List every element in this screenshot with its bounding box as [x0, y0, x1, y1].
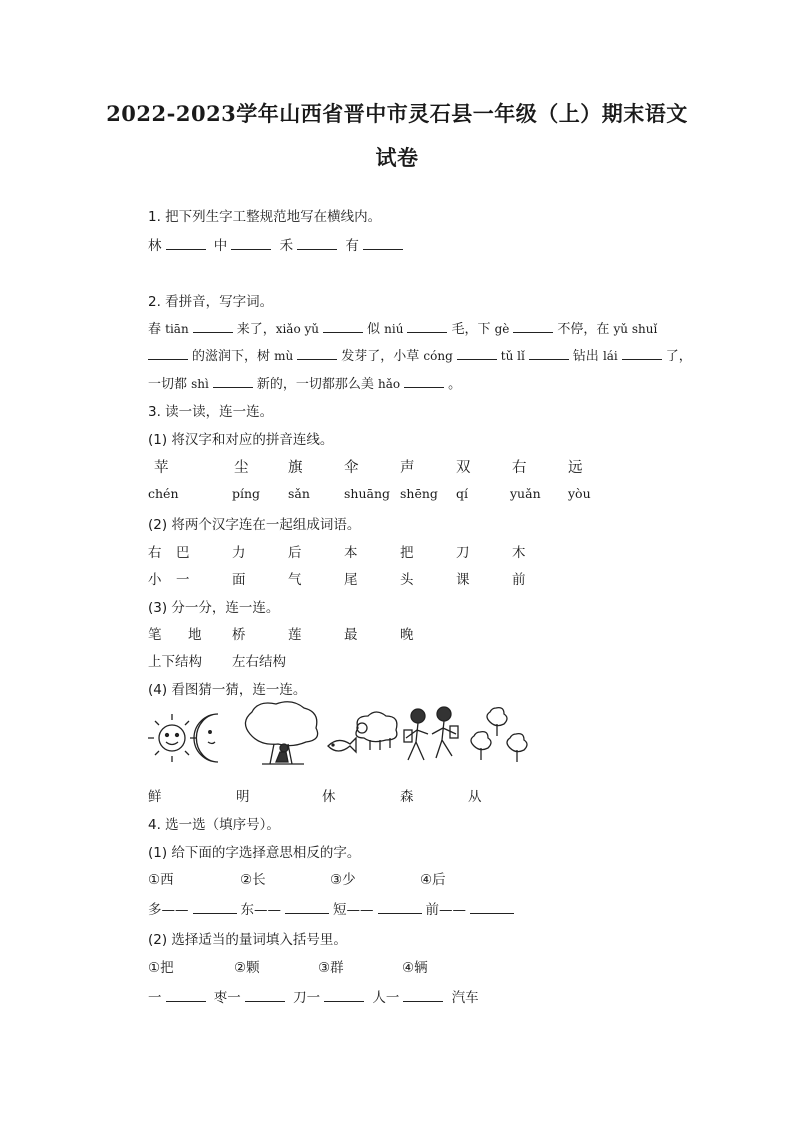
word-char[interactable]: 本 [344, 545, 358, 561]
q4-part2-prompt: (2) 选择适当的量词填入括号里。 [148, 932, 347, 948]
answer-blank[interactable] [404, 386, 444, 388]
answer-blank[interactable] [622, 358, 662, 360]
word-char[interactable]: 面 [232, 572, 246, 588]
structure-char[interactable]: 笔 [148, 627, 162, 643]
match-char[interactable]: 右 [512, 460, 527, 476]
answer-blank[interactable] [166, 1000, 206, 1002]
option: ②颗 [234, 960, 260, 976]
picture-char[interactable]: 鲜 [148, 789, 162, 805]
q2-text: 来了， [236, 322, 276, 337]
two-children-picture[interactable] [400, 704, 470, 770]
exam-title-line2: 试卷 [375, 145, 419, 170]
three-trees-picture[interactable] [470, 704, 534, 766]
q2-pinyin: niú [384, 322, 404, 336]
answer-blank[interactable] [378, 912, 422, 914]
option: ③群 [318, 960, 344, 976]
word-char[interactable]: 巴 [176, 545, 190, 561]
q4-part2-line [148, 986, 479, 1006]
match-pinyin[interactable]: chén [148, 486, 179, 501]
match-pinyin[interactable]: sǎn [288, 486, 310, 501]
word-char[interactable]: 课 [456, 572, 470, 588]
match-char[interactable]: 声 [400, 460, 415, 476]
word-char[interactable]: 头 [400, 572, 414, 588]
q2-text: 钻出 [572, 349, 603, 364]
answer-blank[interactable] [297, 358, 337, 360]
word-char[interactable]: 力 [232, 545, 246, 561]
picture-char[interactable]: 明 [236, 789, 250, 805]
fish-sheep-picture[interactable] [324, 706, 402, 764]
answer-blank[interactable] [513, 331, 553, 333]
q2-pinyin: yǔ shuǐ [613, 322, 658, 336]
q4-prompt: 4. 选一选（填序号）。 [148, 817, 280, 833]
answer-blank[interactable] [407, 331, 447, 333]
q2-text: 了， [665, 349, 692, 364]
option: ②长 [240, 872, 266, 888]
q2-pinyin: mù [274, 349, 294, 363]
q2-text: 的滋润下，树 [192, 349, 275, 364]
word-char[interactable]: 尾 [344, 572, 358, 588]
q2-line3 [148, 373, 461, 392]
match-pinyin[interactable]: qí [456, 486, 468, 501]
q2-text: 一切都 [148, 377, 192, 392]
q2-prompt: 2. 看拼音，写字词。 [148, 294, 274, 310]
answer-blank[interactable] [529, 358, 569, 360]
word-char[interactable]: 气 [288, 572, 302, 588]
match-pinyin[interactable]: shuāng [344, 486, 391, 501]
answer-blank[interactable] [470, 912, 514, 914]
opposite-prompt: 多—— [148, 902, 189, 918]
q3-part1-prompt: (1) 将汉字和对应的拼音连线。 [148, 432, 334, 448]
picture-char[interactable]: 森 [400, 789, 414, 805]
exam-title-line1: 2022-2023学年山西省晋中市灵石县一年级（上）期末语文 [106, 101, 688, 126]
q2-text: 似 [367, 322, 385, 337]
picture-char[interactable]: 休 [322, 789, 336, 805]
q2-text: 春 [148, 322, 166, 337]
word-char[interactable]: 小 [148, 572, 162, 588]
option: ④辆 [402, 960, 428, 976]
q2-pinyin: gè [494, 322, 510, 336]
answer-blank[interactable] [166, 248, 206, 250]
answer-blank[interactable] [193, 331, 233, 333]
q3-prompt: 3. 读一读，连一连。 [148, 404, 274, 420]
match-char[interactable]: 伞 [344, 460, 359, 476]
q1-char: 禾 [279, 238, 294, 254]
answer-blank[interactable] [193, 912, 237, 914]
structure-type[interactable]: 上下结构 [148, 654, 202, 670]
match-pinyin[interactable]: yòu [568, 486, 591, 501]
q2-text: 毛，下 [451, 322, 495, 337]
answer-blank[interactable] [285, 912, 329, 914]
answer-blank[interactable] [297, 248, 337, 250]
answer-blank[interactable] [403, 1000, 443, 1002]
measure-prompt: 枣一 [213, 990, 241, 1006]
word-char[interactable]: 后 [288, 545, 302, 561]
match-char[interactable]: 尘 [234, 460, 249, 476]
picture-char[interactable]: 从 [468, 789, 482, 805]
q2-text: 发芽了，小草 [341, 349, 424, 364]
q2-pinyin: shì [191, 377, 209, 391]
answer-blank[interactable] [363, 248, 403, 250]
measure-prompt: 刀一 [293, 990, 321, 1006]
q2-pinyin: cóng [423, 349, 453, 363]
option: ①把 [148, 960, 174, 976]
word-char[interactable]: 右 [148, 545, 162, 561]
option: ③少 [330, 872, 356, 888]
measure-prompt: 人一 [372, 990, 400, 1006]
q2-line1 [148, 318, 657, 337]
match-pinyin[interactable]: píng [232, 486, 261, 501]
q2-text: 新的，一切都那么美 [256, 377, 379, 392]
answer-blank[interactable] [324, 1000, 364, 1002]
q1-prompt: 1. 把下列生字工整规范地写在横线内。 [148, 209, 382, 225]
answer-blank[interactable] [245, 1000, 285, 1002]
q3-part2-prompt: (2) 将两个汉字连在一起组成词语。 [148, 517, 361, 533]
q2-pinyin: hǎo [378, 377, 401, 391]
person-under-tree-picture[interactable] [240, 700, 324, 768]
q2-pinyin: tǔ lǐ [500, 349, 525, 363]
measure-prompt: 一 [148, 990, 162, 1006]
q2-pinyin: tiān [165, 322, 189, 336]
opposite-prompt: 东—— [240, 902, 281, 918]
answer-blank[interactable] [148, 358, 188, 360]
structure-char[interactable]: 桥 [232, 627, 246, 643]
match-char[interactable]: 双 [456, 460, 471, 476]
answer-blank[interactable] [213, 386, 253, 388]
q2-pinyin: lái [602, 349, 618, 363]
q1-char: 有 [345, 238, 359, 254]
q2-text: 不停，在 [557, 322, 614, 337]
answer-blank[interactable] [231, 248, 271, 250]
sun-moon-picture[interactable] [148, 706, 238, 768]
word-char[interactable]: 木 [512, 545, 526, 561]
word-char[interactable]: 刀 [456, 545, 470, 561]
q2-text: 。 [448, 377, 462, 392]
opposite-prompt: 前—— [425, 902, 466, 918]
q4-part1-line [148, 898, 518, 918]
structure-char[interactable]: 晚 [400, 627, 414, 643]
structure-char[interactable]: 地 [188, 627, 202, 643]
q4-part1-prompt: (1) 给下面的字选择意思相反的字。 [148, 845, 361, 861]
option: ①西 [148, 872, 174, 888]
structure-char[interactable]: 最 [344, 627, 358, 643]
word-char[interactable]: 一 [176, 572, 190, 588]
q1-writing-line [148, 234, 407, 254]
q3-part3-prompt: (3) 分一分，连一连。 [148, 600, 280, 616]
match-char[interactable]: 旗 [288, 460, 303, 476]
option: ④后 [420, 872, 446, 888]
measure-prompt: 汽车 [451, 990, 479, 1006]
opposite-prompt: 短—— [333, 902, 374, 918]
q1-char: 林 [148, 238, 162, 254]
q2-line2 [148, 345, 692, 364]
match-pinyin[interactable]: shēng [400, 486, 438, 501]
q2-pinyin: xiǎo yǔ [275, 322, 320, 336]
match-char[interactable]: 苹 [154, 460, 169, 476]
word-char[interactable]: 前 [512, 572, 526, 588]
structure-char[interactable]: 莲 [288, 627, 302, 643]
q1-char: 中 [213, 238, 228, 254]
match-pinyin[interactable]: yuǎn [510, 486, 541, 501]
answer-blank[interactable] [323, 331, 363, 333]
q3-part4-prompt: (4) 看图猜一猜，连一连。 [148, 682, 307, 698]
match-char[interactable]: 远 [568, 460, 583, 476]
answer-blank[interactable] [457, 358, 497, 360]
structure-type[interactable]: 左右结构 [232, 654, 286, 670]
word-char[interactable]: 把 [400, 545, 414, 561]
